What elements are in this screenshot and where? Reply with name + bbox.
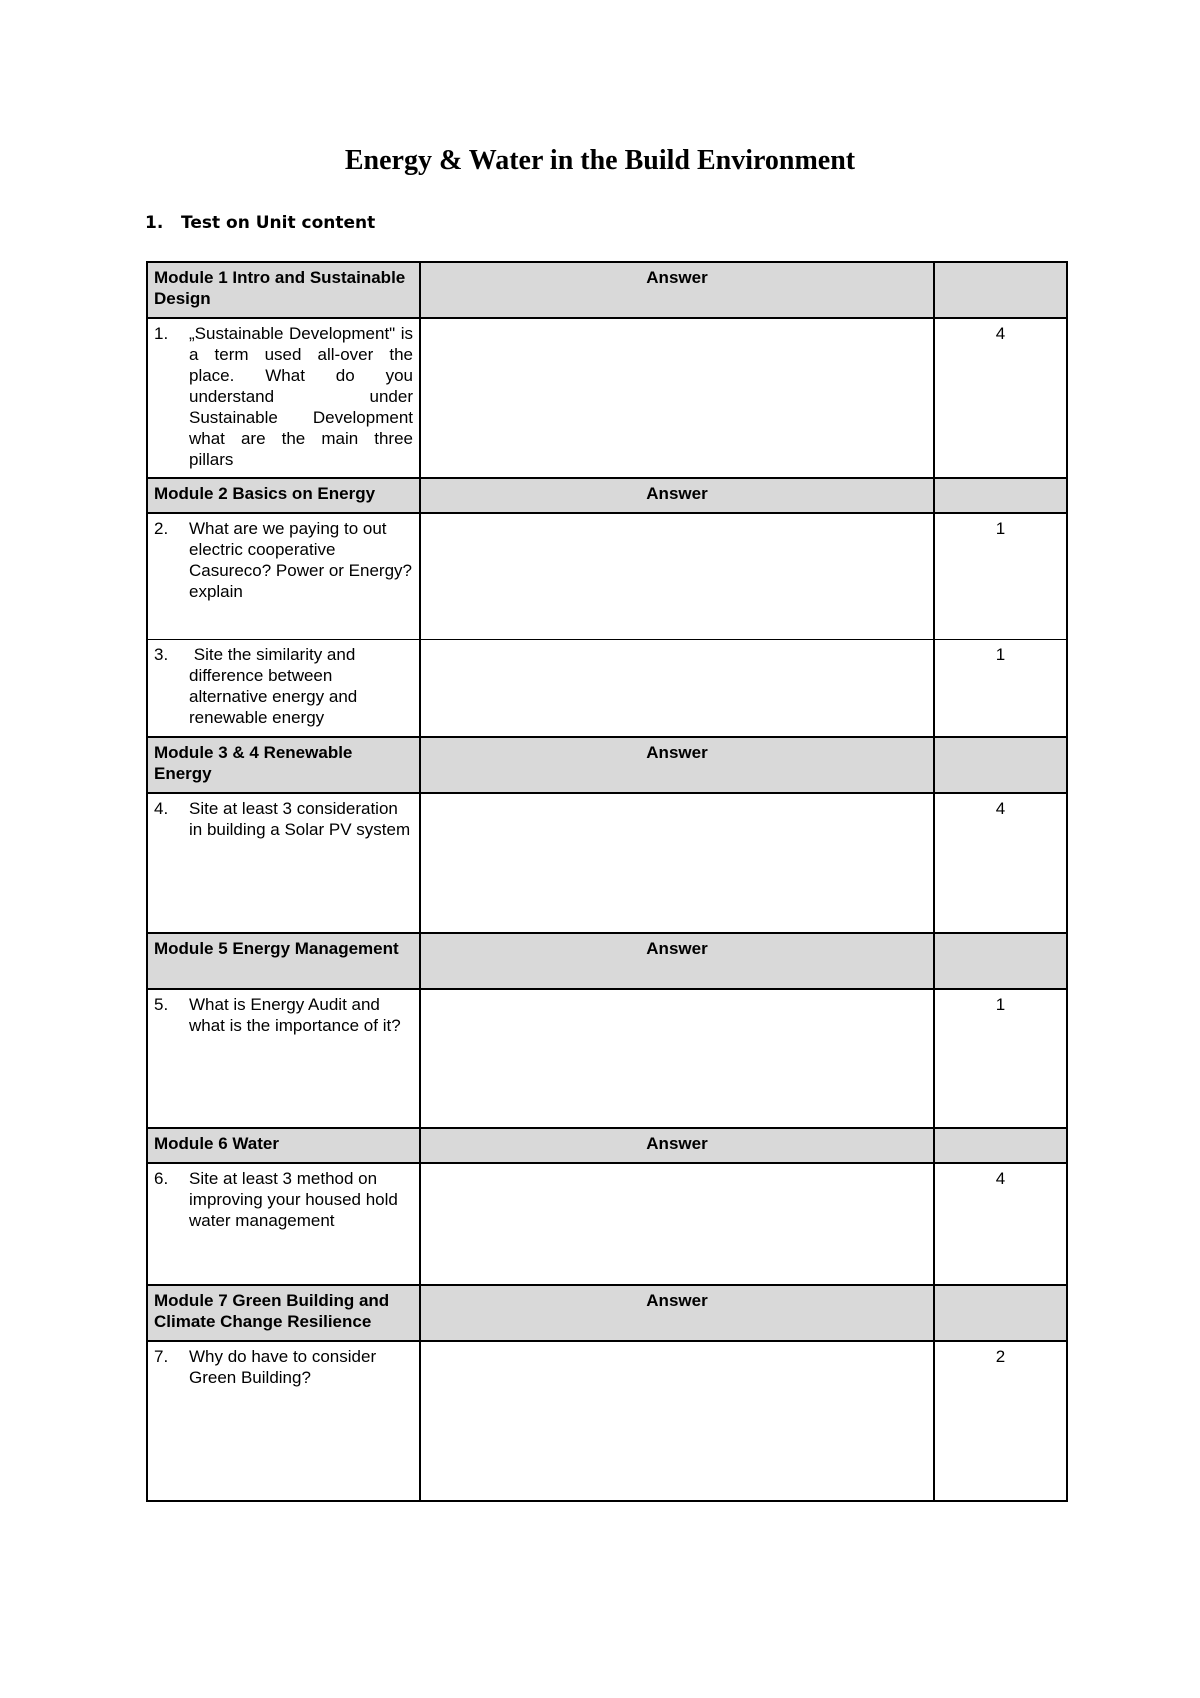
question-points: 4 <box>934 318 1067 478</box>
question-points: 1 <box>934 989 1067 1128</box>
question-row <box>147 1341 1067 1501</box>
answer-column-header: Answer <box>420 737 934 793</box>
question-cell <box>147 1163 420 1285</box>
module-title: Module 6 Water <box>147 1128 420 1163</box>
question-text: Site the similarity and difference between alternative energy and renewable energy <box>189 644 362 727</box>
answer-column-header: Answer <box>420 933 934 989</box>
question-row <box>147 639 1067 737</box>
points-column-header <box>934 1285 1067 1341</box>
points-column-header <box>934 1128 1067 1163</box>
question-number: 7. <box>154 1347 169 1366</box>
question-row <box>147 1163 1067 1285</box>
section-label: Test on Unit content <box>181 213 376 233</box>
question-cell <box>147 793 420 933</box>
question-cell <box>147 1341 420 1501</box>
answer-column-header: Answer <box>420 1285 934 1341</box>
answer-field[interactable] <box>420 1341 934 1501</box>
module-header-row <box>147 737 1067 793</box>
question-text: Why do have to consider Green Building? <box>189 1347 377 1387</box>
module-title: Module 3 & 4 Renewable Energy <box>147 737 420 793</box>
module-header-row <box>147 478 1067 513</box>
question-text: What are we paying to out electric cooperative Casureco? Power or Energy? explain <box>189 519 413 601</box>
question-text: What is Energy Audit and what is the importance of it? <box>189 995 401 1035</box>
question-cell <box>147 639 420 737</box>
question-text: Site at least 3 method on improving your housed hold water management <box>189 1169 398 1230</box>
points-column-header <box>934 737 1067 793</box>
question-text: „Sustainable Development" is a term used all-over the place. What do you understand under Sustainable Development what are the main three pillars <box>189 324 413 469</box>
points-column-header <box>934 262 1067 318</box>
answer-field[interactable] <box>420 989 934 1128</box>
module-title: Module 1 Intro and Sustainable Design <box>147 262 420 318</box>
answer-field[interactable] <box>420 513 934 639</box>
section-heading <box>145 212 375 234</box>
module-title: Module 5 Energy Management <box>147 933 420 989</box>
question-points: 4 <box>934 793 1067 933</box>
question-cell <box>147 318 420 478</box>
question-points: 1 <box>934 513 1067 639</box>
module-header-row <box>147 933 1067 989</box>
question-text: Site at least 3 consideration in building a Solar PV system <box>189 799 411 839</box>
module-header-row <box>147 262 1067 318</box>
question-points: 2 <box>934 1341 1067 1501</box>
module-title: Module 7 Green Building and Climate Change Resilience <box>147 1285 420 1341</box>
answer-column-header: Answer <box>420 1128 934 1163</box>
question-row <box>147 793 1067 933</box>
answer-column-header: Answer <box>420 478 934 513</box>
question-number: 3. <box>154 644 169 664</box>
question-number: 2. <box>154 519 169 538</box>
question-points: 1 <box>934 639 1067 737</box>
question-row <box>147 513 1067 639</box>
quiz-table <box>146 261 1068 1502</box>
answer-field[interactable] <box>420 639 934 737</box>
answer-field[interactable] <box>420 793 934 933</box>
answer-field[interactable] <box>420 318 934 478</box>
question-cell <box>147 989 420 1128</box>
question-number: 4. <box>154 799 169 818</box>
answer-column-header: Answer <box>420 262 934 318</box>
points-column-header <box>934 478 1067 513</box>
question-points: 4 <box>934 1163 1067 1285</box>
module-title: Module 2 Basics on Energy <box>147 478 420 513</box>
question-number: 1. <box>154 324 169 343</box>
question-row <box>147 989 1067 1128</box>
section-number: 1. <box>145 213 164 233</box>
document-title: Energy & Water in the Build Environment <box>344 145 856 176</box>
question-cell <box>147 513 420 639</box>
points-column-header <box>934 933 1067 989</box>
answer-field[interactable] <box>420 1163 934 1285</box>
question-row <box>147 318 1067 478</box>
module-header-row <box>147 1285 1067 1341</box>
question-number: 5. <box>154 995 169 1014</box>
module-header-row <box>147 1128 1067 1163</box>
question-number: 6. <box>154 1169 169 1188</box>
